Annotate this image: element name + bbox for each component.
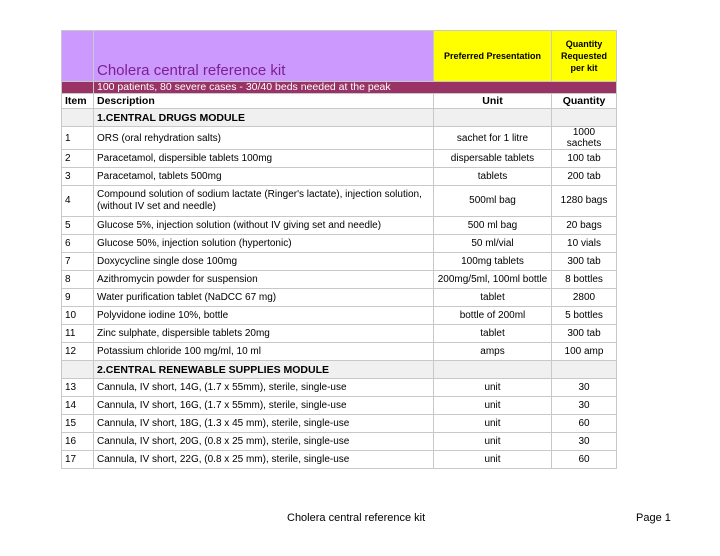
item-unit: dispersable tablets: [434, 150, 552, 168]
item-unit: unit: [434, 451, 552, 469]
table-row: [62, 289, 617, 307]
item-quantity: 2800: [552, 289, 617, 307]
item-quantity: 30: [552, 379, 617, 397]
item-quantity: 60: [552, 451, 617, 469]
title-row: [62, 31, 617, 82]
item-quantity: 30: [552, 397, 617, 415]
subtitle-corner-cell: [62, 82, 94, 94]
module-item-cell: [62, 109, 94, 127]
module-unit-cell: [434, 361, 552, 379]
table-row: [62, 271, 617, 289]
item-number: 3: [62, 168, 94, 186]
item-number: 17: [62, 451, 94, 469]
item-quantity: 10 vials: [552, 235, 617, 253]
table-row: [62, 235, 617, 253]
subtitle-row: [62, 82, 617, 94]
table-row: [62, 127, 617, 150]
item-description: Cannula, IV short, 20G, (0.8 x 25 mm), sterile, single-use: [94, 433, 434, 451]
item-number: 15: [62, 415, 94, 433]
module-unit-cell: [434, 109, 552, 127]
table-row: [62, 168, 617, 186]
module-item-cell: [62, 361, 94, 379]
table-row: [62, 150, 617, 168]
column-header-row: [62, 94, 617, 109]
item-quantity: 1280 bags: [552, 186, 617, 217]
item-quantity: 300 tab: [552, 325, 617, 343]
item-unit: amps: [434, 343, 552, 361]
item-description: Cannula, IV short, 16G, (1.7 x 55mm), sterile, single-use: [94, 397, 434, 415]
table-row: [62, 433, 617, 451]
module-name: 2.CENTRAL RENEWABLE SUPPLIES MODULE: [94, 361, 434, 379]
module-quantity-cell: [552, 109, 617, 127]
document-subtitle: 100 patients, 80 severe cases - 30/40 beds needed at the peak: [94, 82, 617, 94]
item-description: ORS (oral rehydration salts): [94, 127, 434, 150]
item-unit: unit: [434, 415, 552, 433]
item-number: 6: [62, 235, 94, 253]
item-number: 2: [62, 150, 94, 168]
item-number: 1: [62, 127, 94, 150]
table-row: [62, 415, 617, 433]
item-number: 5: [62, 217, 94, 235]
table-row: [62, 253, 617, 271]
preferred-presentation-header: Preferred Presentation: [434, 31, 552, 82]
item-unit: 200mg/5ml, 100ml bottle: [434, 271, 552, 289]
item-description: Azithromycin powder for suspension: [94, 271, 434, 289]
table-row: [62, 186, 617, 217]
table-row: [62, 397, 617, 415]
item-number: 12: [62, 343, 94, 361]
title-corner-cell: [62, 31, 94, 82]
table-row: [62, 343, 617, 361]
table-row: [62, 217, 617, 235]
item-quantity: 5 bottles: [552, 307, 617, 325]
item-number: 13: [62, 379, 94, 397]
item-unit: tablet: [434, 289, 552, 307]
item-unit: bottle of 200ml: [434, 307, 552, 325]
item-unit: unit: [434, 379, 552, 397]
item-quantity: 8 bottles: [552, 271, 617, 289]
item-unit: 100mg tablets: [434, 253, 552, 271]
item-description: Cannula, IV short, 14G, (1.7 x 55mm), sterile, single-use: [94, 379, 434, 397]
module-header-row: [62, 109, 617, 127]
item-description: Potassium chloride 100 mg/ml, 10 ml: [94, 343, 434, 361]
item-unit: 50 ml/vial: [434, 235, 552, 253]
item-description: Doxycycline single dose 100mg: [94, 253, 434, 271]
item-quantity: 200 tab: [552, 168, 617, 186]
table-row: [62, 451, 617, 469]
item-quantity: 100 tab: [552, 150, 617, 168]
item-number: 4: [62, 186, 94, 217]
item-quantity: 20 bags: [552, 217, 617, 235]
kit-table: [61, 30, 617, 469]
column-header-item: Item: [62, 94, 94, 109]
footer-page-number: Page 1: [636, 512, 671, 524]
item-description: Paracetamol, dispersible tablets 100mg: [94, 150, 434, 168]
module-header-row: [62, 361, 617, 379]
table-row: [62, 325, 617, 343]
item-unit: unit: [434, 397, 552, 415]
item-description: Paracetamol, tablets 500mg: [94, 168, 434, 186]
item-number: 9: [62, 289, 94, 307]
item-unit: unit: [434, 433, 552, 451]
item-description: Cannula, IV short, 18G, (1.3 x 45 mm), sterile, single-use: [94, 415, 434, 433]
item-unit: sachet for 1 litre: [434, 127, 552, 150]
item-quantity: 30: [552, 433, 617, 451]
item-description: Zinc sulphate, dispersible tablets 20mg: [94, 325, 434, 343]
column-header-description: Description: [94, 94, 434, 109]
item-description: Compound solution of sodium lactate (Ringer's lactate), injection solution, (without IV set and needle): [94, 186, 434, 217]
item-description: Water purification tablet (NaDCC 67 mg): [94, 289, 434, 307]
item-unit: tablets: [434, 168, 552, 186]
item-unit: tablet: [434, 325, 552, 343]
item-number: 14: [62, 397, 94, 415]
item-quantity: 60: [552, 415, 617, 433]
table-row: [62, 379, 617, 397]
item-quantity: 1000 sachets: [552, 127, 617, 150]
module-name: 1.CENTRAL DRUGS MODULE: [94, 109, 434, 127]
item-number: 16: [62, 433, 94, 451]
item-number: 8: [62, 271, 94, 289]
module-quantity-cell: [552, 361, 617, 379]
quantity-requested-header: Quantity Requested per kit: [552, 31, 617, 82]
item-description: Cannula, IV short, 22G, (0.8 x 25 mm), sterile, single-use: [94, 451, 434, 469]
item-number: 10: [62, 307, 94, 325]
column-header-unit: Unit: [434, 94, 552, 109]
item-description: Glucose 5%, injection solution (without IV giving set and needle): [94, 217, 434, 235]
item-unit: 500 ml bag: [434, 217, 552, 235]
item-quantity: 300 tab: [552, 253, 617, 271]
table-row: [62, 307, 617, 325]
item-number: 11: [62, 325, 94, 343]
item-quantity: 100 amp: [552, 343, 617, 361]
item-number: 7: [62, 253, 94, 271]
column-header-quantity: Quantity: [552, 94, 617, 109]
document-title: Cholera central reference kit: [94, 31, 434, 82]
item-description: Polyvidone iodine 10%, bottle: [94, 307, 434, 325]
item-unit: 500ml bag: [434, 186, 552, 217]
item-description: Glucose 50%, injection solution (hypertonic): [94, 235, 434, 253]
footer-title: Cholera central reference kit: [287, 512, 426, 524]
